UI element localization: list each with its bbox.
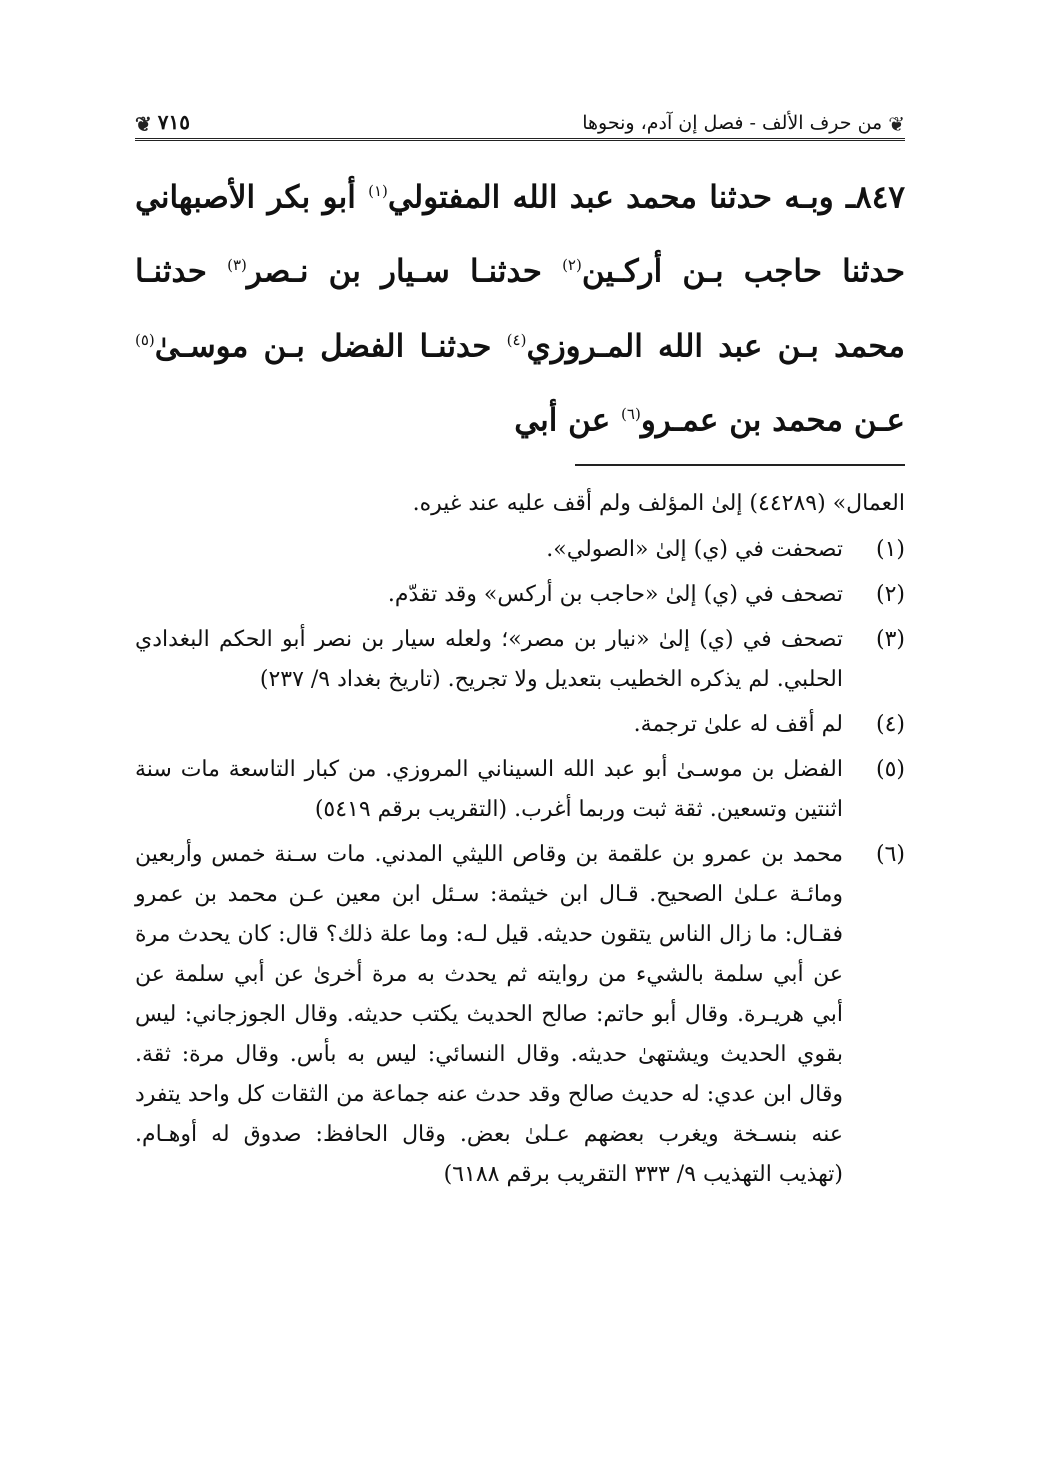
footnote-text: تصحف في (ي) إلىٰ «حاجب بن أركس» وقد تقدّم. — [387, 582, 843, 608]
footnote-item — [135, 750, 905, 830]
footnote-text: محمد بن عمرو بن علقمة بن وقاص الليثي المدني. مات سـنة خمس وأربعين ومائـة عـلىٰ الصحيح. قـال ابن خيثمة: سـئل ابن معين عـن محمد بن عمرو فقـال: ما زال الناس يتقون حديثه. قيل لـه: وما علة ذلك؟ قال: كان يحدث مرة عن أبي سلمة بالشيء من روايته ثم يحدث به مرة أخرىٰ عن أبي سلمة عن أبي هريـرة. وقال أبو حاتم: صالح الحديث يكتب حديثه. وقال الجوزجاني: ليس بقوي الحديث ويشتهىٰ حديثه. وقال النسائي: ليس به بأس. وقال مرة: ثقة. وقال ابن عدي: له حديث صالح وقد حدث عنه جماعة من الثقات كل واحد يتفرد عنه بنسـخة ويغرب بعضهم عـلىٰ بعض. وقال الحافظ: صدوق له أوهـام. (تهذيب التهذيب ٩/ ٣٣٣ التقريب برقم ٦١٨٨) — [135, 842, 843, 1188]
ornament-icon: ❦ — [888, 112, 905, 136]
footnote-divider — [575, 464, 905, 466]
running-header — [135, 90, 905, 141]
footnote-item — [135, 575, 905, 615]
chapter-title: من حرف الألف - فصل إن آدم، ونحوها — [582, 112, 883, 134]
page-number: ٧١٥ — [157, 110, 190, 134]
footnote-number: (٦) — [875, 842, 905, 868]
footnote-number: (٤) — [875, 712, 905, 738]
footnote-text: تصحفت في (ي) إلىٰ «الصولي». — [546, 537, 843, 563]
footnote-item — [135, 835, 905, 1195]
footnote-item — [135, 705, 905, 745]
hadith-segment: عـن محمد بن عمـرو — [640, 402, 905, 439]
footnote-text: لم أقف له علىٰ ترجمة. — [633, 712, 843, 738]
footnote-number: (٣) — [875, 627, 905, 653]
hadith-segment: أبو بكر الأصبهاني حدثنا حاجب بـن أركـين — [135, 179, 905, 290]
footnote-number: (٥) — [875, 757, 905, 783]
footnote-item — [135, 620, 905, 700]
hadith-segment: حدثنـا محمد بـن عبد الله المـروزي — [135, 253, 905, 364]
page-number-group — [135, 110, 190, 134]
footnote-item — [135, 530, 905, 570]
hadith-text — [135, 157, 905, 454]
header-title-group — [582, 112, 905, 134]
footnote-reference: (١) — [368, 182, 388, 200]
footnote-reference: (٥) — [135, 330, 155, 349]
footnote-reference: (٣) — [227, 256, 247, 275]
hadith-segment: حدثنـا سـيار بن نـصر — [246, 253, 563, 290]
hadith-segment: ـ وبـه حدثنا محمد عبد الله المفتولي — [387, 179, 856, 216]
footnote-text: تصحف في (ي) إلىٰ «نيار بن مصر»؛ ولعله سيار بن نصر أبو الحكم البغدادي الحلبي. لم يذكره الخطيب بتعديل ولا تجريح. (تاريخ بغداد ٩/ ٢٣٧) — [135, 627, 843, 693]
footnote-text: الفضل بن موسـىٰ أبو عبد الله السيناني المروزي. من كبار التاسعة مات سنة اثنتين وتسعين. ثقة ثبت وربما أغرب. (التقريب برقم ٥٤١٩) — [135, 757, 843, 823]
ornament-icon: ❦ — [135, 112, 152, 136]
footnotes-section — [135, 484, 905, 1195]
footnote-number: (٢) — [875, 582, 905, 608]
footnote-number: (١) — [875, 537, 905, 563]
hadith-number: ٨٤٧ — [855, 179, 905, 216]
footnote-reference: (٦) — [621, 404, 641, 423]
footnote-reference: (٢) — [562, 256, 582, 275]
footnote-reference: (٤) — [506, 330, 527, 349]
book-page — [135, 90, 905, 1200]
hadith-segment: حدثنـا الفضل بـن موسـىٰ — [154, 327, 507, 364]
hadith-segment: عن أبي — [514, 402, 622, 439]
footnote-continuation: العمال» (٤٤٢٨٩) إلىٰ المؤلف ولم أقف عليه عند غيره. — [412, 491, 905, 517]
